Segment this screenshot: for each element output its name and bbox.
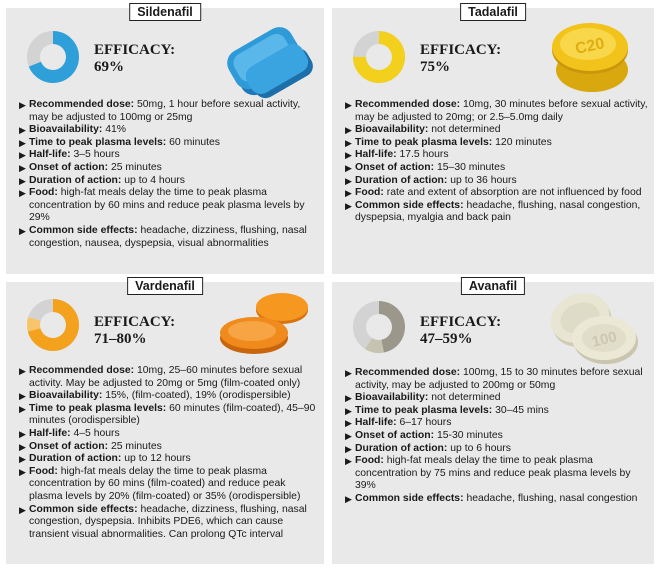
fact-text: headache, dizziness, flushing, nasal congestion, dyspepsia. Inhibits PDE6, which can cause transient visual abnormalities. Can prolong QTc interval (29, 503, 307, 540)
fact-item (345, 175, 648, 188)
sildenafil-pill-image (218, 16, 314, 100)
fact-label: Bioavailability: (29, 124, 103, 136)
fact-item (19, 187, 318, 225)
efficacy-donut (26, 30, 80, 84)
fact-label: Time to peak plasma levels: (29, 136, 167, 148)
tadalafil-pill-image (546, 20, 636, 96)
efficacy-label: EFFICACY: (94, 314, 176, 330)
fact-label: Food: (29, 465, 58, 477)
fact-label: Common side effects: (355, 492, 464, 504)
fact-item (19, 137, 318, 150)
fact-label: Onset of action: (29, 440, 109, 452)
fact-text: up to 6 hours (450, 442, 511, 454)
fact-text: 15%, (film-coated), 19% (orodispersible) (105, 390, 291, 402)
fact-item (19, 428, 318, 441)
drug-panel-tadalafil (332, 5, 654, 274)
triangle-bullet-icon: ▶ (19, 162, 26, 173)
triangle-bullet-icon: ▶ (19, 441, 26, 452)
efficacy-text (420, 42, 501, 76)
fact-text: 41% (105, 124, 127, 136)
fact-label: Onset of action: (355, 429, 435, 441)
fact-text: headache, dizziness, flushing, nasal congestion, nausea, dyspepsia, visual abnormalities (29, 224, 307, 249)
fact-label: Duration of action: (29, 453, 122, 465)
fact-label: Duration of action: (355, 174, 448, 186)
fact-item (19, 466, 318, 504)
fact-list (345, 367, 648, 506)
triangle-bullet-icon: ▶ (19, 391, 26, 402)
fact-item (19, 175, 318, 188)
efficacy-label: EFFICACY: (94, 42, 176, 58)
fact-text: 15-30 minutes (436, 429, 503, 441)
triangle-bullet-icon: ▶ (345, 188, 352, 199)
fact-label: Common side effects: (29, 224, 138, 236)
fact-item (345, 124, 648, 137)
fact-label: Half-life: (29, 427, 71, 439)
drug-panel-vardenafil (6, 279, 324, 564)
efficacy-value: 47–59% (420, 331, 473, 347)
fact-item (345, 149, 648, 162)
fact-item (19, 124, 318, 137)
drug-title: Tadalafil (460, 3, 526, 21)
triangle-bullet-icon: ▶ (345, 456, 352, 467)
fact-label: Half-life: (355, 149, 397, 161)
fact-text: 6–17 hours (399, 417, 452, 429)
fact-item (19, 453, 318, 466)
triangle-bullet-icon: ▶ (345, 430, 352, 441)
fact-label: Half-life: (355, 417, 397, 429)
efficacy-label: EFFICACY: (420, 42, 502, 58)
triangle-bullet-icon: ▶ (19, 466, 26, 477)
fact-item (19, 390, 318, 403)
pill-imprint: C20 (573, 35, 607, 58)
triangle-bullet-icon: ▶ (19, 366, 26, 376)
fact-label: Onset of action: (355, 161, 435, 173)
fact-item (345, 200, 648, 225)
fact-text: 60 minutes (169, 136, 220, 148)
fact-label: Bioavailability: (355, 124, 429, 136)
fact-text: 4–5 hours (73, 427, 120, 439)
drug-panel-avanafil (332, 279, 654, 564)
triangle-bullet-icon: ▶ (345, 100, 352, 110)
fact-text: 17.5 hours (399, 149, 449, 161)
efficacy-value: 75% (420, 59, 450, 75)
fact-text: 30–45 mins (495, 404, 549, 416)
fact-label: Food: (29, 187, 58, 199)
efficacy-text (420, 314, 501, 348)
triangle-bullet-icon: ▶ (345, 125, 352, 136)
fact-label: Onset of action: (29, 161, 109, 173)
triangle-bullet-icon: ▶ (345, 418, 352, 429)
efficacy-donut (26, 298, 80, 352)
fact-text: not determined (431, 124, 501, 136)
triangle-bullet-icon: ▶ (345, 393, 352, 404)
fact-text: rate and extent of absorption are not influenced by food (386, 187, 642, 199)
fact-label: Bioavailability: (29, 390, 103, 402)
fact-item (345, 367, 648, 392)
fact-label: Common side effects: (355, 199, 464, 211)
fact-item (345, 392, 648, 405)
triangle-bullet-icon: ▶ (345, 200, 352, 211)
fact-item (345, 443, 648, 456)
triangle-bullet-icon: ▶ (345, 162, 352, 173)
fact-text: up to 12 hours (124, 453, 191, 465)
drug-title: Sildenafil (129, 3, 201, 21)
fact-item (19, 149, 318, 162)
fact-label: Recommended dose: (29, 365, 135, 376)
fact-label: Bioavailability: (355, 392, 429, 404)
fact-text: 3–5 hours (73, 149, 120, 161)
efficacy-donut (352, 30, 406, 84)
fact-text: headache, flushing, nasal congestion, dyspepsia, myalgia and back pain (355, 199, 641, 224)
vardenafil-pill-image (212, 286, 316, 360)
fact-label: Duration of action: (355, 442, 448, 454)
fact-item (345, 493, 648, 506)
avanafil-pill-image (532, 286, 644, 368)
fact-text: 50mg, 1 hour before sexual activity, may be adjusted to 100mg or 25mg (29, 99, 301, 123)
triangle-bullet-icon: ▶ (345, 368, 352, 378)
fact-item (345, 405, 648, 418)
fact-label: Common side effects: (29, 503, 138, 515)
fact-text: high-fat meals delay the time to peak plasma concentration by 60 mins (film-coated) and reduce peak plasma levels by 20% (film-coated) or 35% (orodispersible) (29, 465, 301, 502)
efficacy-donut (352, 300, 406, 354)
fact-text: headache, flushing, nasal congestion (466, 492, 638, 504)
efficacy-text (94, 42, 175, 76)
fact-label: Recommended dose: (355, 367, 461, 378)
triangle-bullet-icon: ▶ (19, 100, 26, 110)
triangle-bullet-icon: ▶ (345, 137, 352, 148)
triangle-bullet-icon: ▶ (19, 188, 26, 199)
fact-item (19, 162, 318, 175)
fact-text: high-fat meals delay the time to peak plasma concentration by 60 mins and reduce peak plasma levels by 29% (29, 187, 305, 224)
fact-text: 120 minutes (495, 136, 552, 148)
fact-label: Time to peak plasma levels: (355, 136, 493, 148)
triangle-bullet-icon: ▶ (19, 504, 26, 515)
fact-text: 25 minutes (110, 440, 162, 452)
fact-list (19, 99, 318, 250)
efficacy-label: EFFICACY: (420, 314, 502, 330)
fact-item (345, 137, 648, 150)
fact-text: 100mg, 15 to 30 minutes before sexual activity, may be adjusted to 200mg or 50mg (355, 367, 643, 391)
fact-text: high-fat meals delay the time to peak plasma concentration by 75 mins and reduce peak plasma levels by 39% (355, 455, 631, 492)
fact-list (19, 365, 318, 541)
triangle-bullet-icon: ▶ (19, 403, 26, 414)
fact-item (345, 187, 648, 200)
fact-label: Food: (355, 455, 384, 467)
fact-text: 10mg, 30 minutes before sexual activity, may be adjusted to 20mg; or 2.5–5.0mg daily (355, 99, 648, 123)
triangle-bullet-icon: ▶ (345, 405, 352, 416)
fact-label: Recommended dose: (29, 99, 135, 110)
fact-text: 25 minutes (110, 161, 162, 173)
fact-item (345, 455, 648, 493)
fact-item (19, 365, 318, 390)
fact-item (345, 99, 648, 124)
efficacy-value: 69% (94, 59, 124, 75)
efficacy-text (94, 314, 175, 348)
fact-text: 10mg, 25–60 minutes before sexual activity. May be adjusted to 20mg or 5mg (film-coated only) (29, 365, 303, 389)
drug-panel-sildenafil (6, 5, 324, 274)
triangle-bullet-icon: ▶ (19, 225, 26, 236)
triangle-bullet-icon: ▶ (19, 454, 26, 465)
triangle-bullet-icon: ▶ (19, 428, 26, 439)
triangle-bullet-icon: ▶ (345, 175, 352, 186)
triangle-bullet-icon: ▶ (19, 125, 26, 136)
triangle-bullet-icon: ▶ (345, 493, 352, 504)
triangle-bullet-icon: ▶ (345, 150, 352, 161)
triangle-bullet-icon: ▶ (19, 150, 26, 161)
fact-item (19, 225, 318, 250)
pill-imprint: 100 (590, 328, 619, 351)
fact-item (19, 504, 318, 542)
fact-label: Duration of action: (29, 174, 122, 186)
donut-efficacy-arc (379, 301, 405, 353)
efficacy-value: 71–80% (94, 331, 147, 347)
fact-label: Half-life: (29, 149, 71, 161)
fact-item (19, 441, 318, 454)
fact-text: 60 minutes (film-coated), 45–90 minutes (orodispersible) (29, 402, 316, 427)
fact-text: up to 36 hours (450, 174, 517, 186)
fact-item (345, 162, 648, 175)
fact-label: Food: (355, 187, 384, 199)
fact-text: 15–30 minutes (436, 161, 506, 173)
fact-label: Time to peak plasma levels: (29, 402, 167, 414)
fact-item (19, 403, 318, 428)
triangle-bullet-icon: ▶ (345, 443, 352, 454)
fact-item (345, 430, 648, 443)
fact-item (345, 417, 648, 430)
fact-text: not determined (431, 392, 501, 404)
triangle-bullet-icon: ▶ (19, 175, 26, 186)
drug-title: Avanafil (461, 277, 525, 295)
fact-label: Recommended dose: (355, 99, 461, 110)
triangle-bullet-icon: ▶ (19, 137, 26, 148)
fact-label: Time to peak plasma levels: (355, 404, 493, 416)
fact-item (19, 99, 318, 124)
drug-title: Vardenafil (127, 277, 203, 295)
fact-text: up to 4 hours (124, 174, 185, 186)
fact-list (345, 99, 648, 225)
